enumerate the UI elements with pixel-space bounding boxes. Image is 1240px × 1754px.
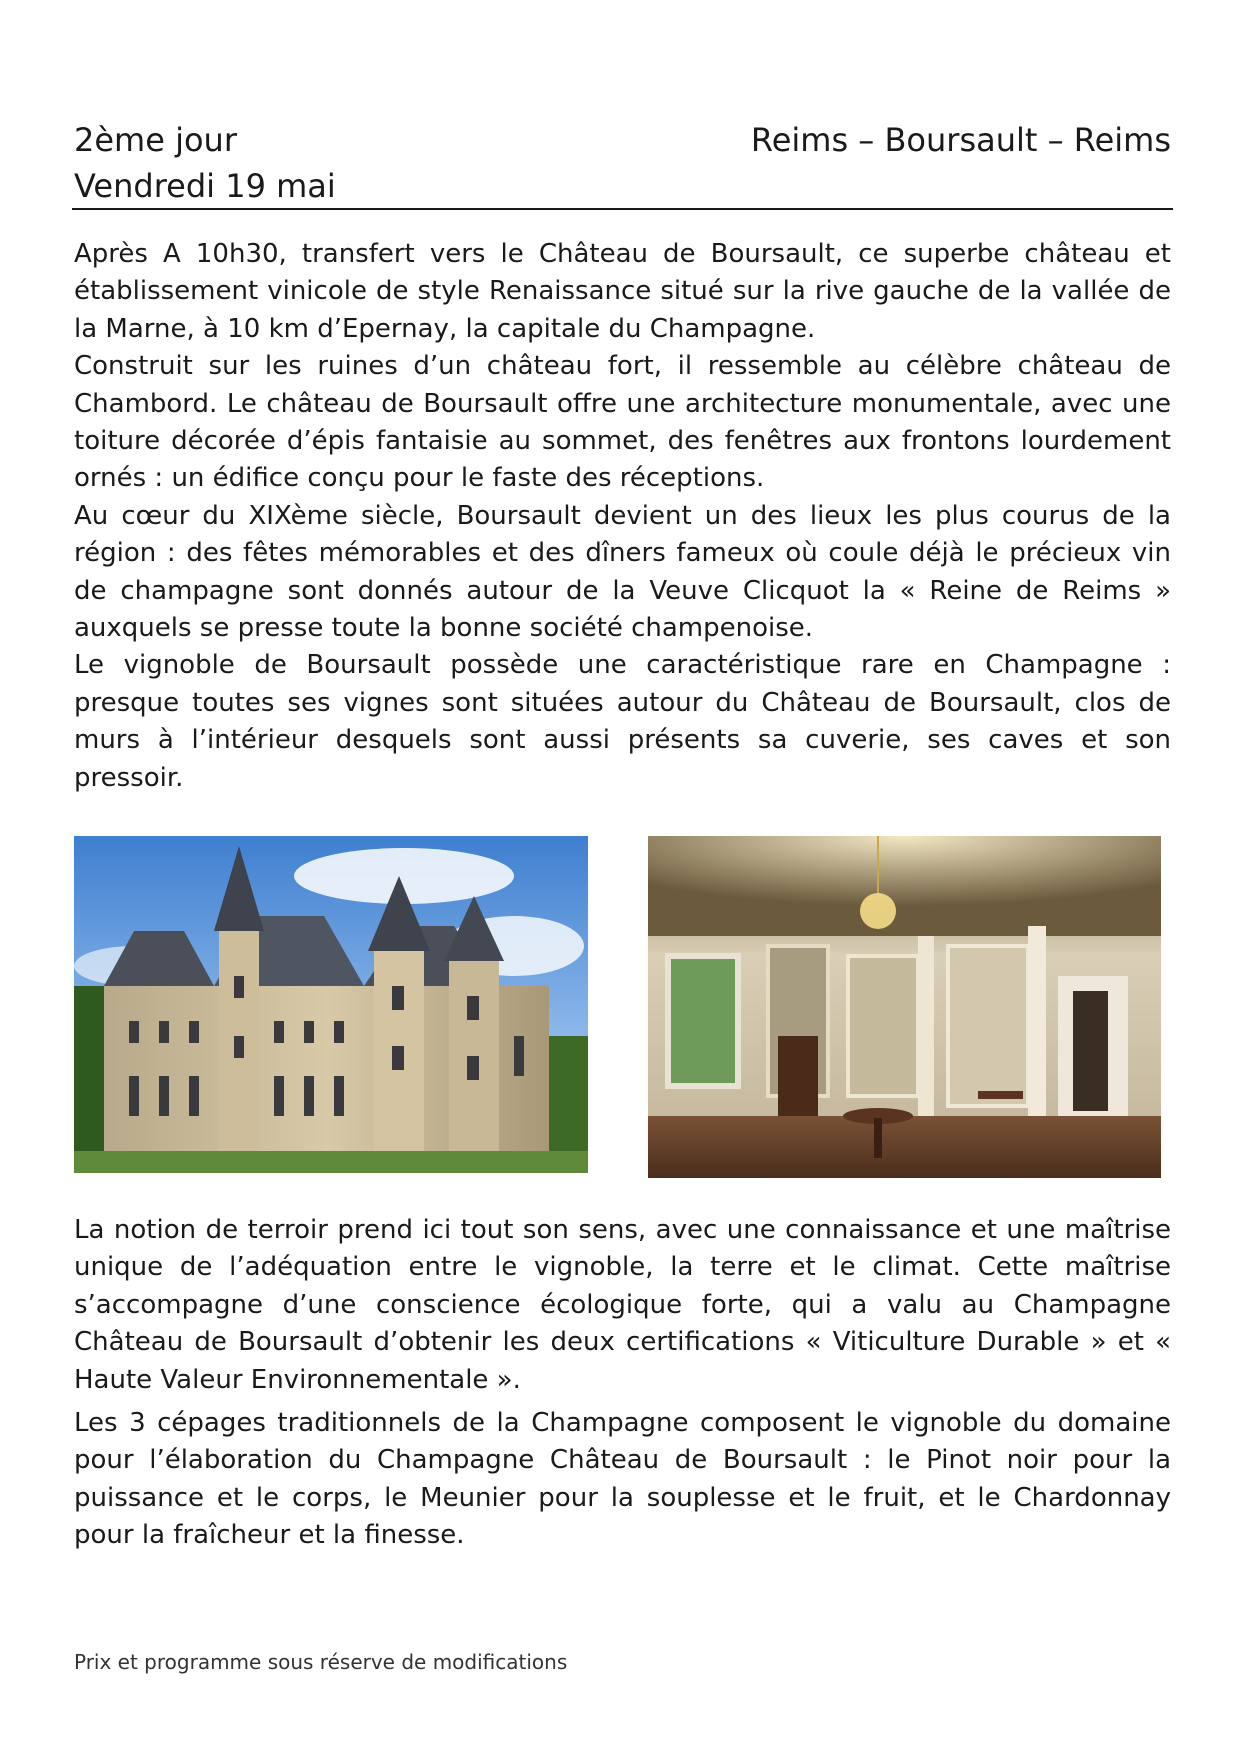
route-title: Reims – Boursault – Reims bbox=[750, 121, 1171, 159]
chateau-interior-photo bbox=[648, 836, 1161, 1178]
closing-text bbox=[74, 1212, 1171, 1555]
intro-text bbox=[74, 236, 1171, 797]
chateau-exterior-photo bbox=[74, 836, 588, 1173]
day-header bbox=[74, 118, 1171, 208]
paragraph-architecture: Construit sur les ruines d’un château fort, il ressemble au célèbre château de Chambord. Le château de Boursault offre une architecture monumentale, avec une toiture décorée d’épis fantaisie au sommet, des fenêtres aux frontons lourdement ornés : un édifice conçu pour le faste des réceptions. bbox=[74, 351, 1171, 494]
paragraph-history: Au cœur du XIXème siècle, Boursault devient un des lieux les plus courus de la région : des fêtes mémorables et des dîners fameux où coule déjà le précieux vin de champagne sont donnés autour de la Veuve Clicquot la « Reine de Reims » auxquels se presse toute la bonne société champenoise. bbox=[74, 500, 1171, 644]
footer-disclaimer: Prix et programme sous réserve de modifications bbox=[74, 1650, 568, 1674]
paragraph-transfer: Après A 10h30, transfert vers le Château de Boursault, ce superbe château et établissement vinicole de style Renaissance situé sur la rive gauche de la vallée de la Marne, à 10 km d’Epernay, la capitale du Champagne. bbox=[74, 239, 1171, 344]
paragraph-terroir: La notion de terroir prend ici tout son sens, avec une connaissance et une maîtrise unique de l’adéquation entre le vignoble, la terre et le climat. Cette maîtrise s’accompagne d’une conscience écologique forte, qui a valu au Champagne Château de Boursault d’obtenir les deux certifications « Viticulture Durable » et « Haute Valeur Environnementale ». bbox=[74, 1215, 1171, 1395]
paragraph-grapes: Les 3 cépages traditionnels de la Champagne composent le vignoble du domaine pour l’élaboration du Champagne Château de Boursault : le Pinot noir pour la puissance et le corps, le Meunier pour la souplesse et le fruit, et le Chardonnay pour la fraîcheur et la finesse. bbox=[74, 1408, 1171, 1551]
header-divider bbox=[72, 208, 1173, 210]
paragraph-vineyard: Le vignoble de Boursault possède une caractéristique rare en Champagne : presque toutes ses vignes sont situées autour du Château de Boursault, clos de murs à l’intérieur desquels sont aussi présents sa cuverie, ses caves et son pressoir. bbox=[74, 650, 1171, 793]
day-number: 2ème jour bbox=[74, 121, 237, 159]
day-date: Vendredi 19 mai bbox=[74, 167, 336, 205]
